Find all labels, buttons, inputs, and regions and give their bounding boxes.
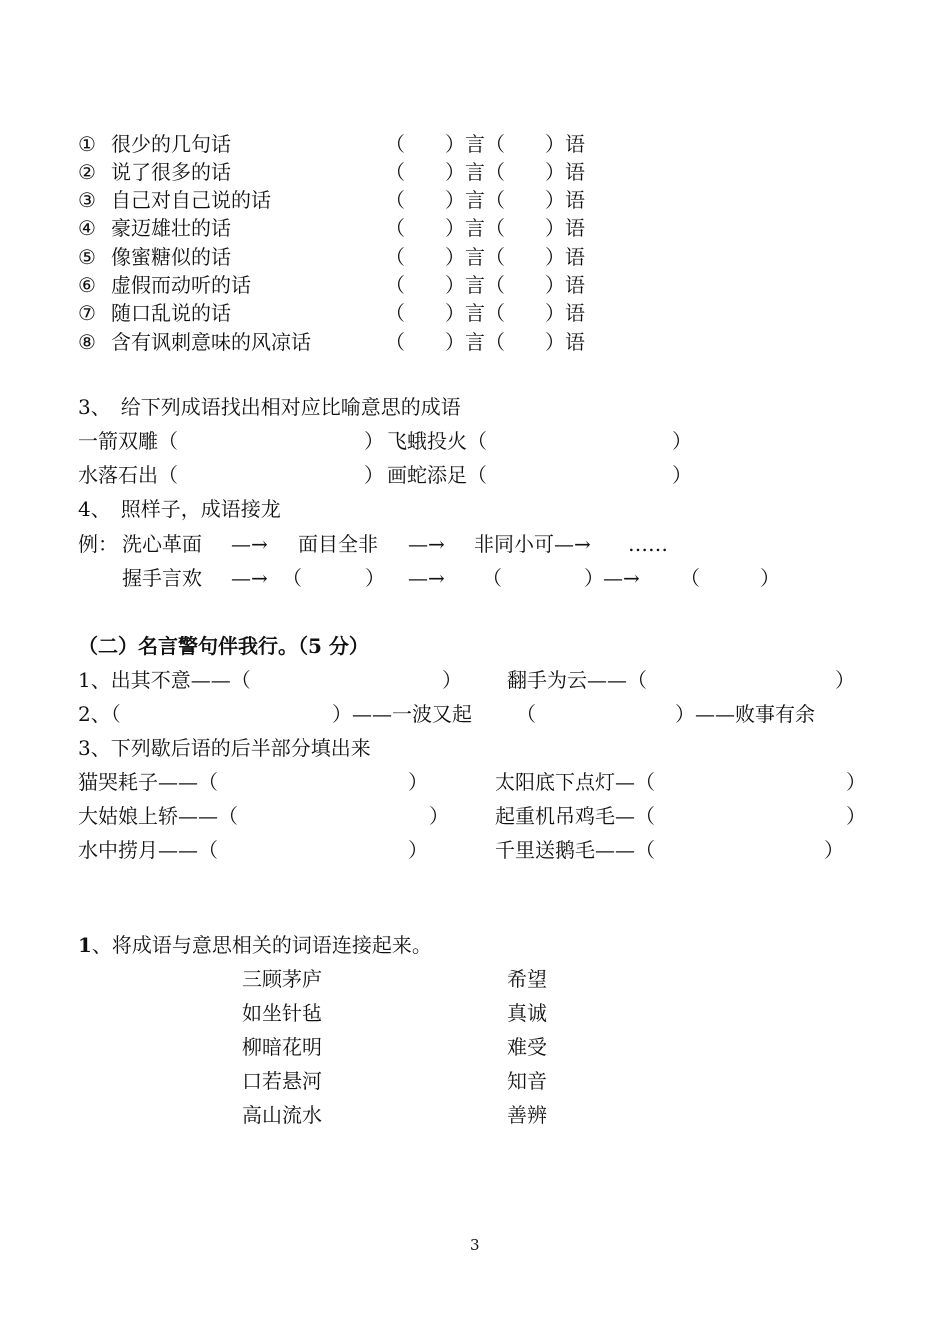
yanyu-item-text: 很少的几句话 <box>111 132 231 156</box>
yanyu-item-num: ③ <box>78 188 96 212</box>
q3-row-left: 水落石出（ <box>78 463 178 487</box>
q4-example-arrow: —→ <box>408 532 445 556</box>
q4-example-arrow: —→ <box>231 532 268 556</box>
matching-meaning: 善辨 <box>507 1103 547 1127</box>
yanyu-item-num: ② <box>78 160 96 184</box>
yanyu-item-blanks: （ ）言（ ）语 <box>385 273 585 297</box>
matching-idiom: 高山流水 <box>242 1103 322 1127</box>
yanyu-item-blanks: （ ）言（ ）语 <box>385 330 585 354</box>
yanyu-item-text: 说了很多的话 <box>111 160 231 184</box>
q4-task-start: 握手言欢 <box>122 566 202 590</box>
xiehouyu-left-close: ） <box>408 770 428 794</box>
yanyu-item-blanks: （ ）言（ ）语 <box>385 301 585 325</box>
q4-example-prefix: 例： <box>78 532 118 556</box>
q4-task-arrow: —→ <box>231 566 268 590</box>
xiehouyu-left-close: ） <box>429 804 449 828</box>
q4-example-idiom: 洗心革面 <box>122 532 202 556</box>
yanyu-item-text: 像蜜糖似的话 <box>111 245 231 269</box>
q4-example-idiom: 非同小可—→ <box>474 532 591 556</box>
yanyu-item-blanks: （ ）言（ ）语 <box>385 160 585 184</box>
yanyu-item-blanks: （ ）言（ ）语 <box>385 132 585 156</box>
section2-line2-mid-open: （ <box>516 702 536 726</box>
matching-meaning: 真诚 <box>507 1001 547 1025</box>
section2-line1-left-close: ） <box>442 668 462 692</box>
matching-idiom: 三顾茅庐 <box>242 967 322 991</box>
yanyu-item-text: 自己对自己说的话 <box>111 188 271 212</box>
q3-row-right-close: ） <box>672 429 692 453</box>
page-number: 3 <box>470 1236 480 1254</box>
xiehouyu-right: 太阳底下点灯—（ <box>495 770 655 794</box>
matching-title <box>78 935 432 955</box>
yanyu-item-num: ⑧ <box>78 330 96 354</box>
q3-row-right-close: ） <box>672 463 692 487</box>
yanyu-item-text: 豪迈雄壮的话 <box>111 216 231 240</box>
section2-line2-prefix: 2、（ <box>78 702 121 726</box>
matching-title-text: 、将成语与意思相关的词语连接起来。 <box>91 933 432 957</box>
q3-title: 3、 给下列成语找出相对应比喻意思的成语 <box>78 395 461 419</box>
q3-row-left-close: ） <box>364 429 384 453</box>
xiehouyu-left: 猫哭耗子——（ <box>78 770 218 794</box>
xiehouyu-left-close: ） <box>408 838 428 862</box>
xiehouyu-right-close: ） <box>846 770 866 794</box>
section2-line1-left: 1、出其不意——（ <box>78 668 251 692</box>
matching-meaning: 希望 <box>507 967 547 991</box>
q4-example-ellipsis: …… <box>628 532 668 556</box>
matching-idiom: 如坐针毡 <box>242 1001 322 1025</box>
q4-example-idiom: 面目全非 <box>298 532 378 556</box>
section2-line1-right: 翻手为云——（ <box>507 668 647 692</box>
q3-row-left: 一箭双雕（ <box>78 429 178 453</box>
matching-idiom: 柳暗花明 <box>242 1035 322 1059</box>
xiehouyu-right: 起重机吊鸡毛—（ <box>495 804 655 828</box>
yanyu-item-num: ⑤ <box>78 245 96 269</box>
xiehouyu-right-close: ） <box>824 838 844 862</box>
q3-row-right: 飞蛾投火（ <box>387 429 487 453</box>
yanyu-item-text: 虚假而动听的话 <box>111 273 251 297</box>
q3-row-left-close: ） <box>364 463 384 487</box>
xiehouyu-right-close: ） <box>846 804 866 828</box>
q4-task-paren-open: （ <box>482 566 502 590</box>
section2-line1-right-close: ） <box>835 668 855 692</box>
section2-line2-mid: ）——一波又起 <box>332 702 472 726</box>
yanyu-item-blanks: （ ）言（ ）语 <box>385 245 585 269</box>
q4-task-paren-open: （ <box>680 566 700 590</box>
matching-idiom: 口若悬河 <box>242 1069 322 1093</box>
xiehouyu-title: 3、下列歇后语的后半部分填出来 <box>78 736 371 760</box>
q3-row-right: 画蛇添足（ <box>387 463 487 487</box>
matching-meaning: 知音 <box>507 1069 547 1093</box>
xiehouyu-left: 大姑娘上轿——（ <box>78 804 238 828</box>
q4-task-paren-close: ） <box>365 566 385 590</box>
q4-task-arrow: —→ <box>603 566 640 590</box>
yanyu-item-num: ④ <box>78 216 96 240</box>
yanyu-item-blanks: （ ）言（ ）语 <box>385 188 585 212</box>
section2-heading: （二）名言警句伴我行。（5 分） <box>78 634 369 658</box>
q4-task-paren-close: ） <box>584 566 604 590</box>
q4-task-paren-open: （ <box>282 566 302 590</box>
section2-line2-end: ）——败事有余 <box>675 702 815 726</box>
yanyu-item-num: ⑦ <box>78 301 96 325</box>
matching-meaning: 难受 <box>507 1035 547 1059</box>
yanyu-item-num: ① <box>78 132 96 156</box>
q4-task-arrow: —→ <box>408 566 445 590</box>
yanyu-item-num: ⑥ <box>78 273 96 297</box>
xiehouyu-right: 千里送鹅毛——（ <box>495 838 655 862</box>
matching-number: 1 <box>78 933 92 957</box>
yanyu-item-text: 含有讽刺意味的风凉话 <box>111 330 311 354</box>
yanyu-item-blanks: （ ）言（ ）语 <box>385 216 585 240</box>
xiehouyu-left: 水中捞月——（ <box>78 838 218 862</box>
q4-task-paren-close: ） <box>760 566 780 590</box>
yanyu-item-text: 随口乱说的话 <box>111 301 231 325</box>
q4-title: 4、 照样子，成语接龙 <box>78 497 281 521</box>
